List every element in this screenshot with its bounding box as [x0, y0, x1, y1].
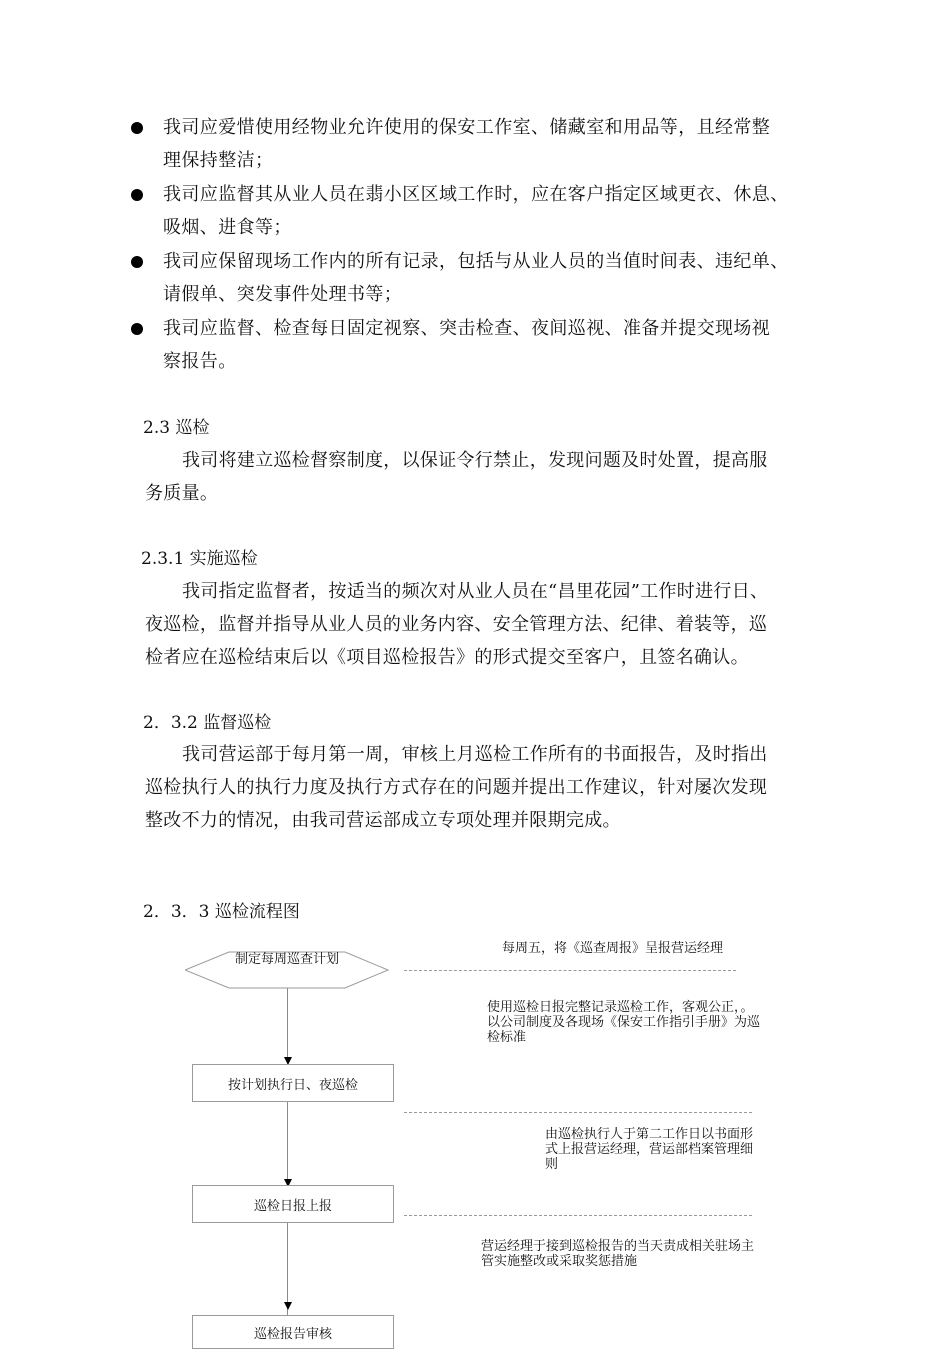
- bullet-icon: [131, 323, 143, 335]
- arrow-down-icon: [284, 1302, 292, 1310]
- bullet-line: 我司应保留现场工作内的所有记录，包括与从业人员的当值时间表、违纪单、: [163, 251, 789, 272]
- section-heading: 2．3．3 巡检流程图: [143, 902, 300, 922]
- connector-line: [287, 988, 288, 1344]
- dashed-separator: [404, 970, 736, 971]
- paragraph-line: 我司将建立巡检督察制度，以保证令行禁止，发现问题及时处置，提高服: [182, 450, 768, 471]
- flow-step-box: 按计划执行日、夜巡检: [192, 1064, 394, 1102]
- paragraph-line: 我司指定监督者，按适当的频次对从业人员在“昌里花园”工作时进行日、: [182, 581, 769, 602]
- bullet-line: 察报告。: [163, 351, 237, 372]
- flow-step-box: 巡检日报上报: [192, 1185, 394, 1223]
- bullet-icon: [131, 189, 143, 201]
- section-heading: 2.3.1 实施巡检: [141, 549, 258, 569]
- paragraph-line: 巡检执行人的执行力度及执行方式存在的问题并提出工作建议，针对屡次发现: [145, 777, 768, 798]
- paragraph-line: 我司营运部于每月第一周，审核上月巡检工作所有的书面报告，及时指出: [182, 744, 768, 765]
- flow-step-box: 巡检报告审核: [192, 1315, 394, 1349]
- flow-note: 使用巡检日报完整记录巡检工作，客观公正，。以公司制度及各现场《保安工作指引手册》为巡检标准: [487, 1000, 761, 1045]
- bullet-line: 我司应监督其从业人员在翡小区区域工作时，应在客户指定区域更衣、休息、: [163, 184, 789, 205]
- section-heading: 2.3 巡检: [143, 418, 210, 438]
- bullet-line: 我司应爱惜使用经物业允许使用的保安工作室、储藏室和用品等，且经常整: [163, 117, 771, 138]
- flow-note: 每周五，将《巡查周报》呈报营运经理: [502, 941, 724, 956]
- dashed-separator: [404, 1215, 752, 1216]
- paragraph-line: 检者应在巡检结束后以《项目巡检报告》的形式提交至客户，且签名确认。: [145, 647, 749, 668]
- bullet-line: 理保持整洁；: [163, 150, 274, 171]
- paragraph-line: 整改不力的情况，由我司营运部成立专项处理并限期完成。: [145, 810, 621, 831]
- flow-step-label: 制定每周巡查计划: [234, 952, 339, 967]
- bullet-line: 吸烟、进食等；: [163, 217, 292, 238]
- flow-note: 营运经理于接到巡检报告的当天责成相关驻场主管实施整改或采取奖惩措施: [481, 1239, 755, 1269]
- dashed-separator: [404, 1112, 752, 1113]
- flow-note: 由巡检执行人于第二工作日以书面形式上报营运经理，营运部档案管理细则: [545, 1127, 754, 1172]
- bullet-line: 我司应监督、检查每日固定视察、突击检查、夜间巡视、准备并提交现场视: [163, 318, 771, 339]
- bullet-icon: [131, 256, 143, 268]
- paragraph-line: 务质量。: [145, 483, 219, 504]
- paragraph-line: 夜巡检，监督并指导从业人员的业务内容、安全管理方法、纪律、着装等，巡: [145, 614, 768, 635]
- bullet-icon: [131, 122, 143, 134]
- section-heading: 2．3.2 监督巡检: [143, 713, 272, 733]
- bullet-line: 请假单、突发事件处理书等；: [163, 284, 403, 305]
